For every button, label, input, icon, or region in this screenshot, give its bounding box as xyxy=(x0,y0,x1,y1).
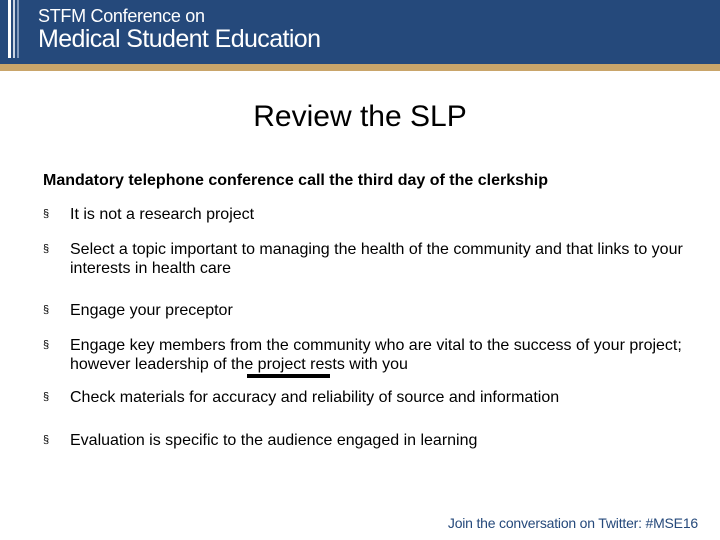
conference-banner xyxy=(0,0,720,64)
bullet-text: Engage your preceptor xyxy=(70,302,233,319)
slide-title-text: Review the SLP xyxy=(253,100,467,133)
bullet-item xyxy=(43,205,683,224)
bullet-text: It is not a research project xyxy=(70,206,255,223)
bullet-item xyxy=(43,301,683,320)
slide-subheading: Mandatory telephone conference call the third day of the clerkship xyxy=(43,172,548,189)
bullet-marker-icon: § xyxy=(43,391,50,403)
banner-stripe xyxy=(8,0,11,58)
bullet-item xyxy=(43,336,683,374)
bullet-text: Check materials for accuracy and reliability of source and information xyxy=(70,389,560,406)
bullet-item xyxy=(43,388,683,407)
bullet-marker-icon: § xyxy=(43,434,50,446)
bullet-marker-icon: § xyxy=(43,304,50,316)
banner-stripe xyxy=(17,0,19,58)
banner-stripe xyxy=(13,0,15,58)
bullet-text: Engage key members from the community who are vital to the success of your project; however leadership of the project rests with you xyxy=(70,337,682,373)
bullet-marker-icon: § xyxy=(43,243,50,255)
bullet-item xyxy=(43,431,683,450)
accent-divider xyxy=(0,64,720,71)
twitter-footer: Join the conversation on Twitter: #MSE16 xyxy=(447,515,698,531)
bullet-text: Select a topic important to managing the health of the community and that links to your interests in health care xyxy=(70,241,683,277)
bullet-text: Evaluation is specific to the audience engaged in learning xyxy=(70,432,478,449)
bullet-marker-icon: § xyxy=(43,208,50,220)
bullet-marker-icon: § xyxy=(43,339,50,351)
leadership-emphasis-underline xyxy=(247,374,330,378)
slide-title xyxy=(0,100,720,134)
conference-name-line1: STFM Conference on xyxy=(38,6,205,26)
conference-name-line2: Medical Student Education xyxy=(38,25,321,53)
bullet-item xyxy=(43,240,683,278)
